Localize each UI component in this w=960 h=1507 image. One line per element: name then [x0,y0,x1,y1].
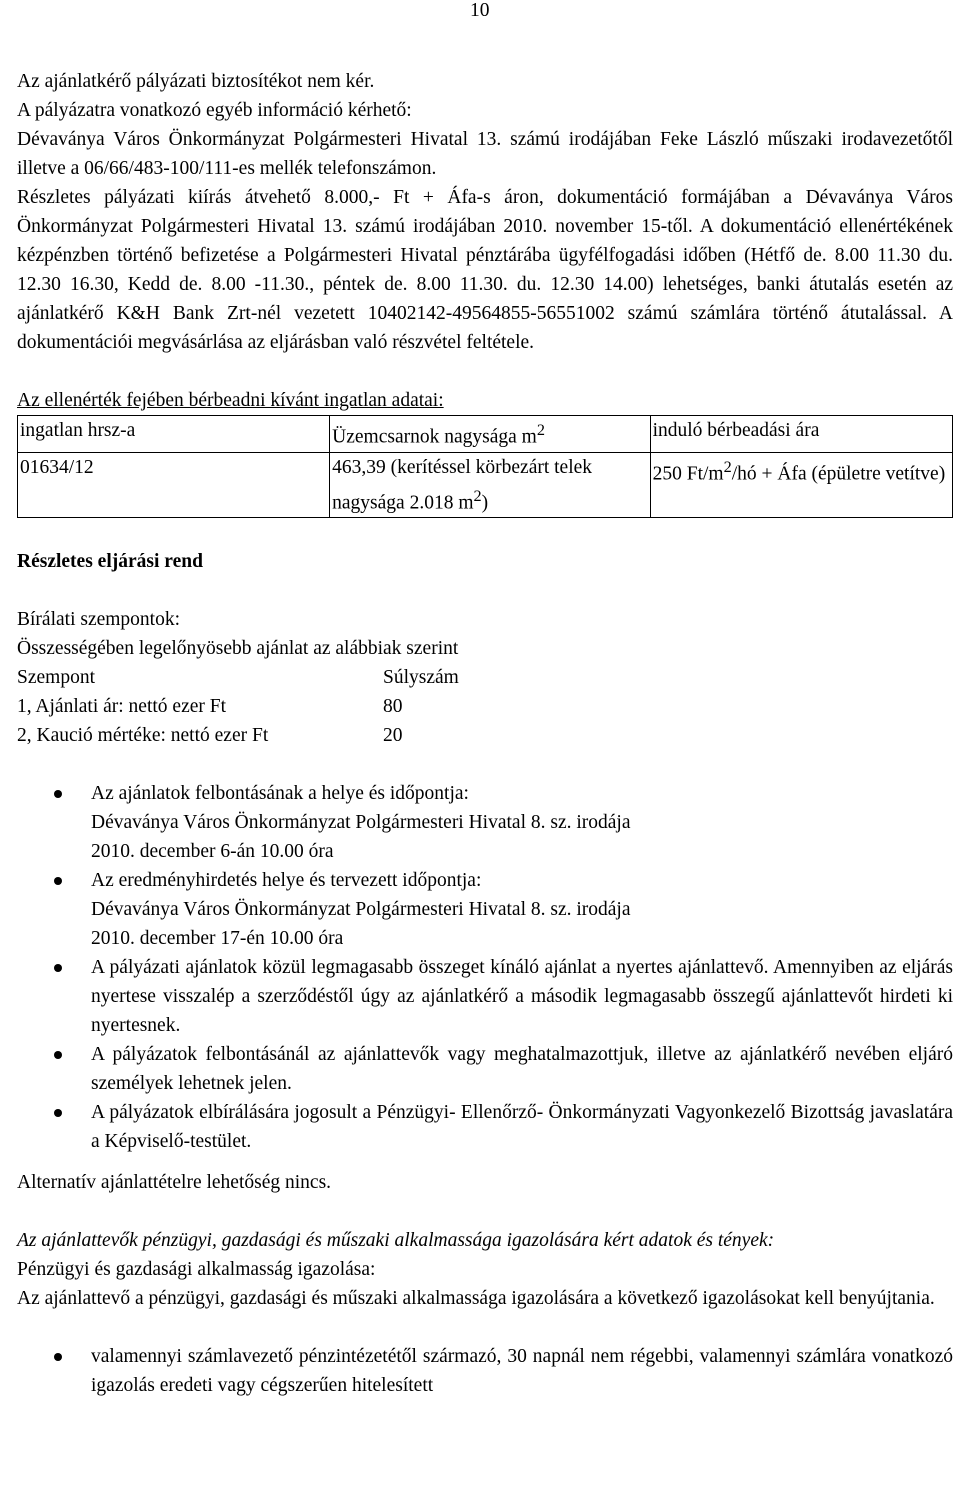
bullet-icon [54,1109,62,1117]
criteria-col-criterion: Szempont [17,667,95,688]
criteria-weight: 80 [383,696,403,717]
intro-line-1: Az ajánlatkérő pályázati biztosítékot nem kér. [17,71,375,92]
criteria-row [17,721,953,750]
procedure-bullet-list [17,779,953,1156]
criteria-name: 2, Kaució mértéke: nettó ezer Ft [17,725,269,746]
financial-label: Pénzügyi és gazdasági alkalmasság igazolása: [17,1259,376,1280]
intro-line-2: A pályázatra vonatkozó egyéb információ kérhető: [17,100,412,121]
procedure-heading: Részletes eljárási rend [17,551,203,572]
criteria-weight: 20 [383,725,403,746]
bullet-icon [54,1353,62,1361]
table-header-row [18,416,953,453]
document-body [17,67,953,1400]
bullet-icon [54,1051,62,1059]
property-heading: Az ellenérték fejében bérbeadni kívánt ingatlan adatai: [17,390,444,411]
financial-text: Az ajánlattevő a pénzügyi, gazdasági és műszaki alkalmassága igazolására a következő igazolásokat kell benyújtania. [17,1288,935,1309]
page-number: 10 [470,0,490,21]
property-table [17,415,953,518]
intro-documentation-paragraph: Részletes pályázati kiírás átvehető 8.000,- Ft + Áfa-s áron, dokumentáció formájában a Dévaványa Város Önkormányzat Polgármesteri Hivatal 13. számú irodájában 2010. november 15-től. A dokumentáció ellenértékének kézpénzben történő befizetése a Polgármesteri Hivatal pénztárába ügyfélfogadási időben (Hétfő de. 8.00 11.30 du. 12.30 16.30, Kedd de. 8.00 -11.30., péntek de. 8.00 11.30. du. 12.30 14.00) lehetséges, banki átutalás esetén az ajánlatkérő K&H Bank Zrt-nél vezetett 10402142-49564855-56551002 számú számlára történő átutalással. A dokumentációi megvásárlása az eljárásban való részvétel feltétele. [17,187,953,353]
bullet-icon [54,964,62,972]
list-item: valamennyi számlavezető pénzintézetétől származó, 30 napnál nem régebbi, valamennyi számlára vonatkozó igazolás eredeti vagy cégszerűen hitelesített [17,1342,953,1400]
cell-plot-number: 01634/12 [18,452,330,518]
criteria-name: 1, Ajánlati ár: nettó ezer Ft [17,696,227,717]
header-hall-size: Üzemcsarnok nagysága $m^2$ [330,416,650,453]
criteria-row [17,692,953,721]
list-item: Az ajánlatok felbontásának a helye és időpontja: Dévaványa Város Önkormányzat Polgármesteri Hivatal 8. sz. irodája 2010. december 6-án 10.00 óra [17,779,953,866]
list-item: A pályázati ajánlatok közül legmagasabb összeget kínáló ajánlat a nyertes ajánlattevő. Amennyiben az eljárás nyertese visszalép a szerződéstől úgy az ajánlatkérő a második legmagasabb összegű ajánlattevőt hirdeti ki nyertesnek. [17,953,953,1040]
intro-contact: Dévaványa Város Önkormányzat Polgármesteri Hivatal 13. számú irodájában Feke László műszaki irodavezetőtől illetve a 06/66/483-100/111-es mellék telefonszámon. [17,129,953,179]
cell-hall-size: 463,39 (kerítéssel körbezárt telek nagysága 2.018 $m^2$) [330,452,650,518]
header-starting-rent: induló bérbeadási ára [650,416,952,453]
header-plot-number: ingatlan hrsz-a [18,416,330,453]
list-item: A pályázatok felbontásánál az ajánlattevők vagy meghatalmazottjuk, illetve az ajánlatkérő nevében eljáró személyek lehetnek jelen. [17,1040,953,1098]
requirements-bullet-list [17,1342,953,1400]
criteria-header-row [17,663,953,692]
list-item: A pályázatok elbírálására jogosult a Pénzügyi- Ellenőrző- Önkormányzati Vagyonkezelő Bizottság javaslatára a Képviselő-testület. [17,1098,953,1156]
criteria-label: Bírálati szempontok: [17,609,181,630]
bullet-icon [54,877,62,885]
criteria-col-weight: Súlyszám [383,667,459,688]
alternative-offer-note: Alternatív ajánlattételre lehetőség nincs. [17,1172,332,1193]
requirements-heading: Az ajánlattevők pénzügyi, gazdasági és műszaki alkalmassága igazolására kért adatok és tények: [17,1230,775,1251]
criteria-description: Összességében legelőnyösebb ajánlat az alábbiak szerint [17,638,459,659]
list-item: Az eredményhirdetés helye és tervezett időpontja: Dévaványa Város Önkormányzat Polgármesteri Hivatal 8. sz. irodája 2010. december 17-én 10.00 óra [17,866,953,953]
bullet-icon [54,790,62,798]
table-row [18,452,953,518]
cell-starting-rent: 250 $Ft/m^2/hó$ + Áfa (épületre vetítve) [650,452,952,518]
